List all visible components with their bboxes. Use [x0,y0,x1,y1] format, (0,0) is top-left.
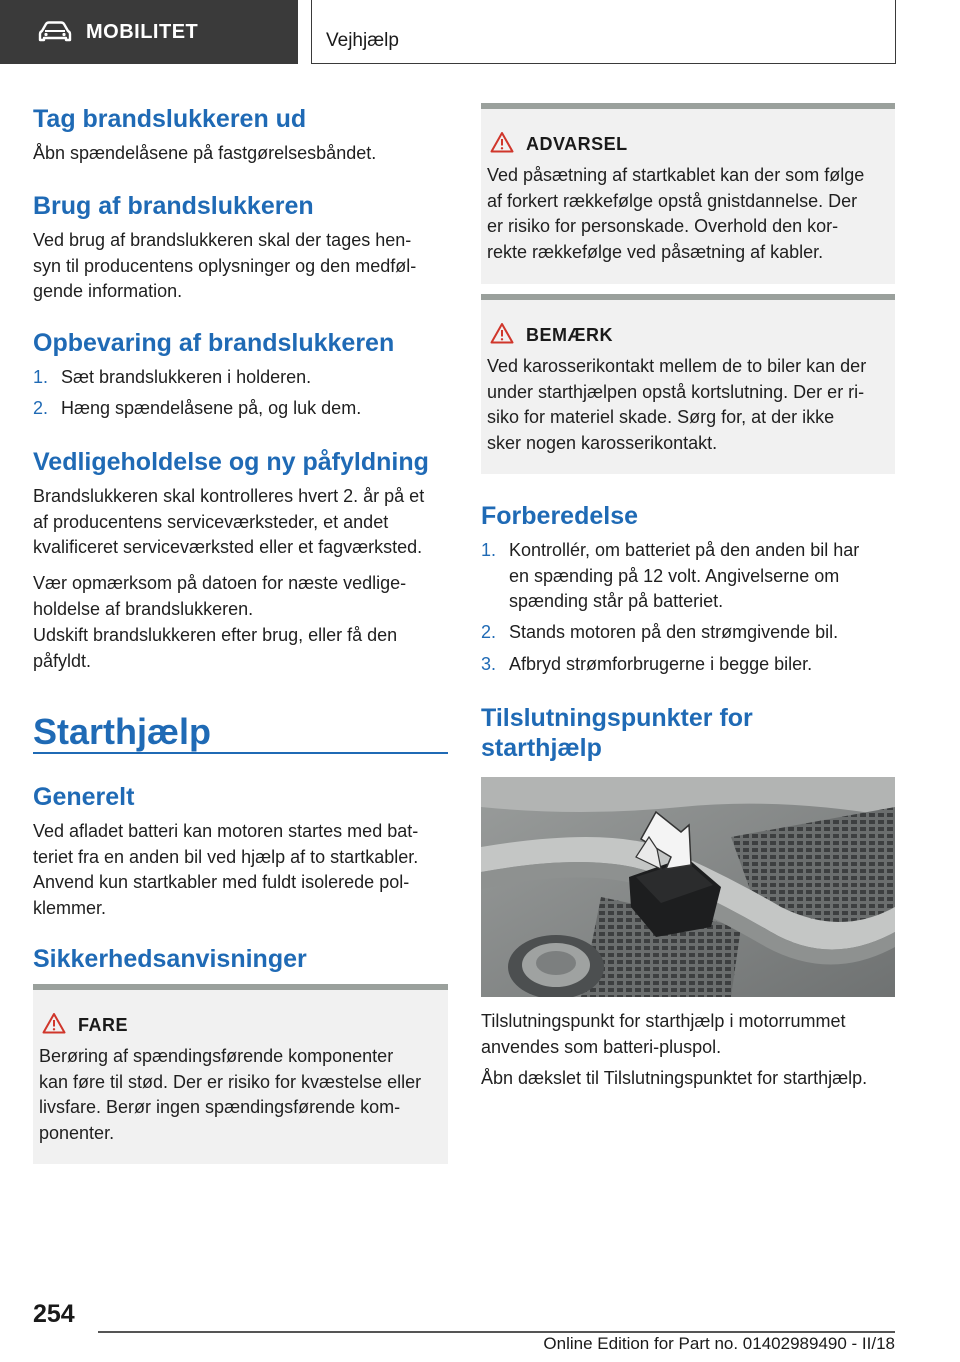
advarsel-box [481,103,895,284]
paragraph-generelt: Ved afladet batteri kan motoren startes med bat- teriet fra en anden bil ved hjælp af to startkabler. Anvend kun startkabler med fuldt isolerede pol- klemmer. [33,821,419,918]
heading-opbevaring: Opbevaring af brandslukkeren [33,329,395,357]
warning-triangle-icon [490,322,514,344]
box-top-bar [481,294,895,300]
heading-tilslutningspunkter: Tilslutningspunkter for starthjælp [481,704,753,762]
heading-forberedelse: Forberedelse [481,502,639,530]
heading-tag-brandslukkeren: Tag brandslukkeren ud [33,105,307,133]
chapter-label: Vejhjælp [326,30,399,51]
advarsel-text: Ved påsætning af startkablet kan der som følge af forkert rækkefølge opstå gnistdannelse. Der er risiko for personskade. Overhold den kor- rekte rækkefølge ved påsætning af kabler. [487,165,865,262]
section-label: MOBILITET [86,20,199,43]
bemaerk-box [481,294,895,474]
chapter-title-starthjaelp: Starthjælp [33,711,212,752]
fare-box [33,984,448,1164]
engine-bay-photo [481,777,895,997]
paragraph-vedligeholdelse-1: Brandslukkeren skal kontrolleres hvert 2. år på et af producentens serviceværksteder, et andet kvalificeret serviceværksted eller et fagværksted. [33,486,425,557]
car-front-icon [38,21,72,43]
bemaerk-title: BEMÆRK [526,325,613,345]
page-number: 254 [33,1300,75,1328]
footer-edition: Online Edition for Part no. 01402989490 - II/18 [543,1334,895,1353]
warning-triangle-icon [42,1012,66,1034]
warning-triangle-icon [490,131,514,153]
footer-rule [98,1331,895,1333]
chapter-header [311,0,896,64]
paragraph-tag: Åbn spændelåsene på fastgørelsesbåndet. [33,143,377,163]
paragraph-vedligeholdelse-2: Vær opmærksom på datoen for næste vedlige- holdelse af brandslukkeren. [33,573,407,619]
heading-vedligeholdelse: Vedligeholdelse og ny påfyldning [33,448,429,476]
box-top-bar [481,103,895,109]
chapter-rule [33,752,448,754]
section-tab [0,0,298,64]
heading-generelt: Generelt [33,783,135,811]
photo-caption: Tilslutningspunkt for starthjælp i motorrummet anvendes som batteri-pluspol. [481,1011,846,1057]
heading-brug: Brug af brandslukkeren [33,192,314,220]
fare-text: Berøring af spændingsførende komponenter kan føre til stød. Der er risiko for kvæstelse eller livsfare. Berør ingen spændingsførende kom- ponenter. [39,1046,422,1143]
paragraph-vedligeholdelse-3: Udskift brandslukkeren efter brug, eller få den påfyldt. [33,625,398,671]
bemaerk-text: Ved karosserikontakt mellem de to biler kan der under starthjælpen opstå kortslutning. Der er ri- siko for materiel skade. Sørg for, at der ikke sker nogen karosserikontakt. [487,356,867,453]
paragraph-brug: Ved brug af brandslukkeren skal der tages hen- syn til producentens oplysninger og den medføl- gende information. [33,230,417,301]
paragraph-open-cover: Åbn dækslet til Tilslutningspunktet for starthjælp. [481,1068,868,1088]
heading-sikkerhed: Sikkerhedsanvisninger [33,945,307,973]
engine-bay-illustration [481,777,895,997]
box-top-bar [33,984,448,990]
advarsel-title: ADVARSEL [526,134,628,154]
fare-title: FARE [78,1015,129,1035]
